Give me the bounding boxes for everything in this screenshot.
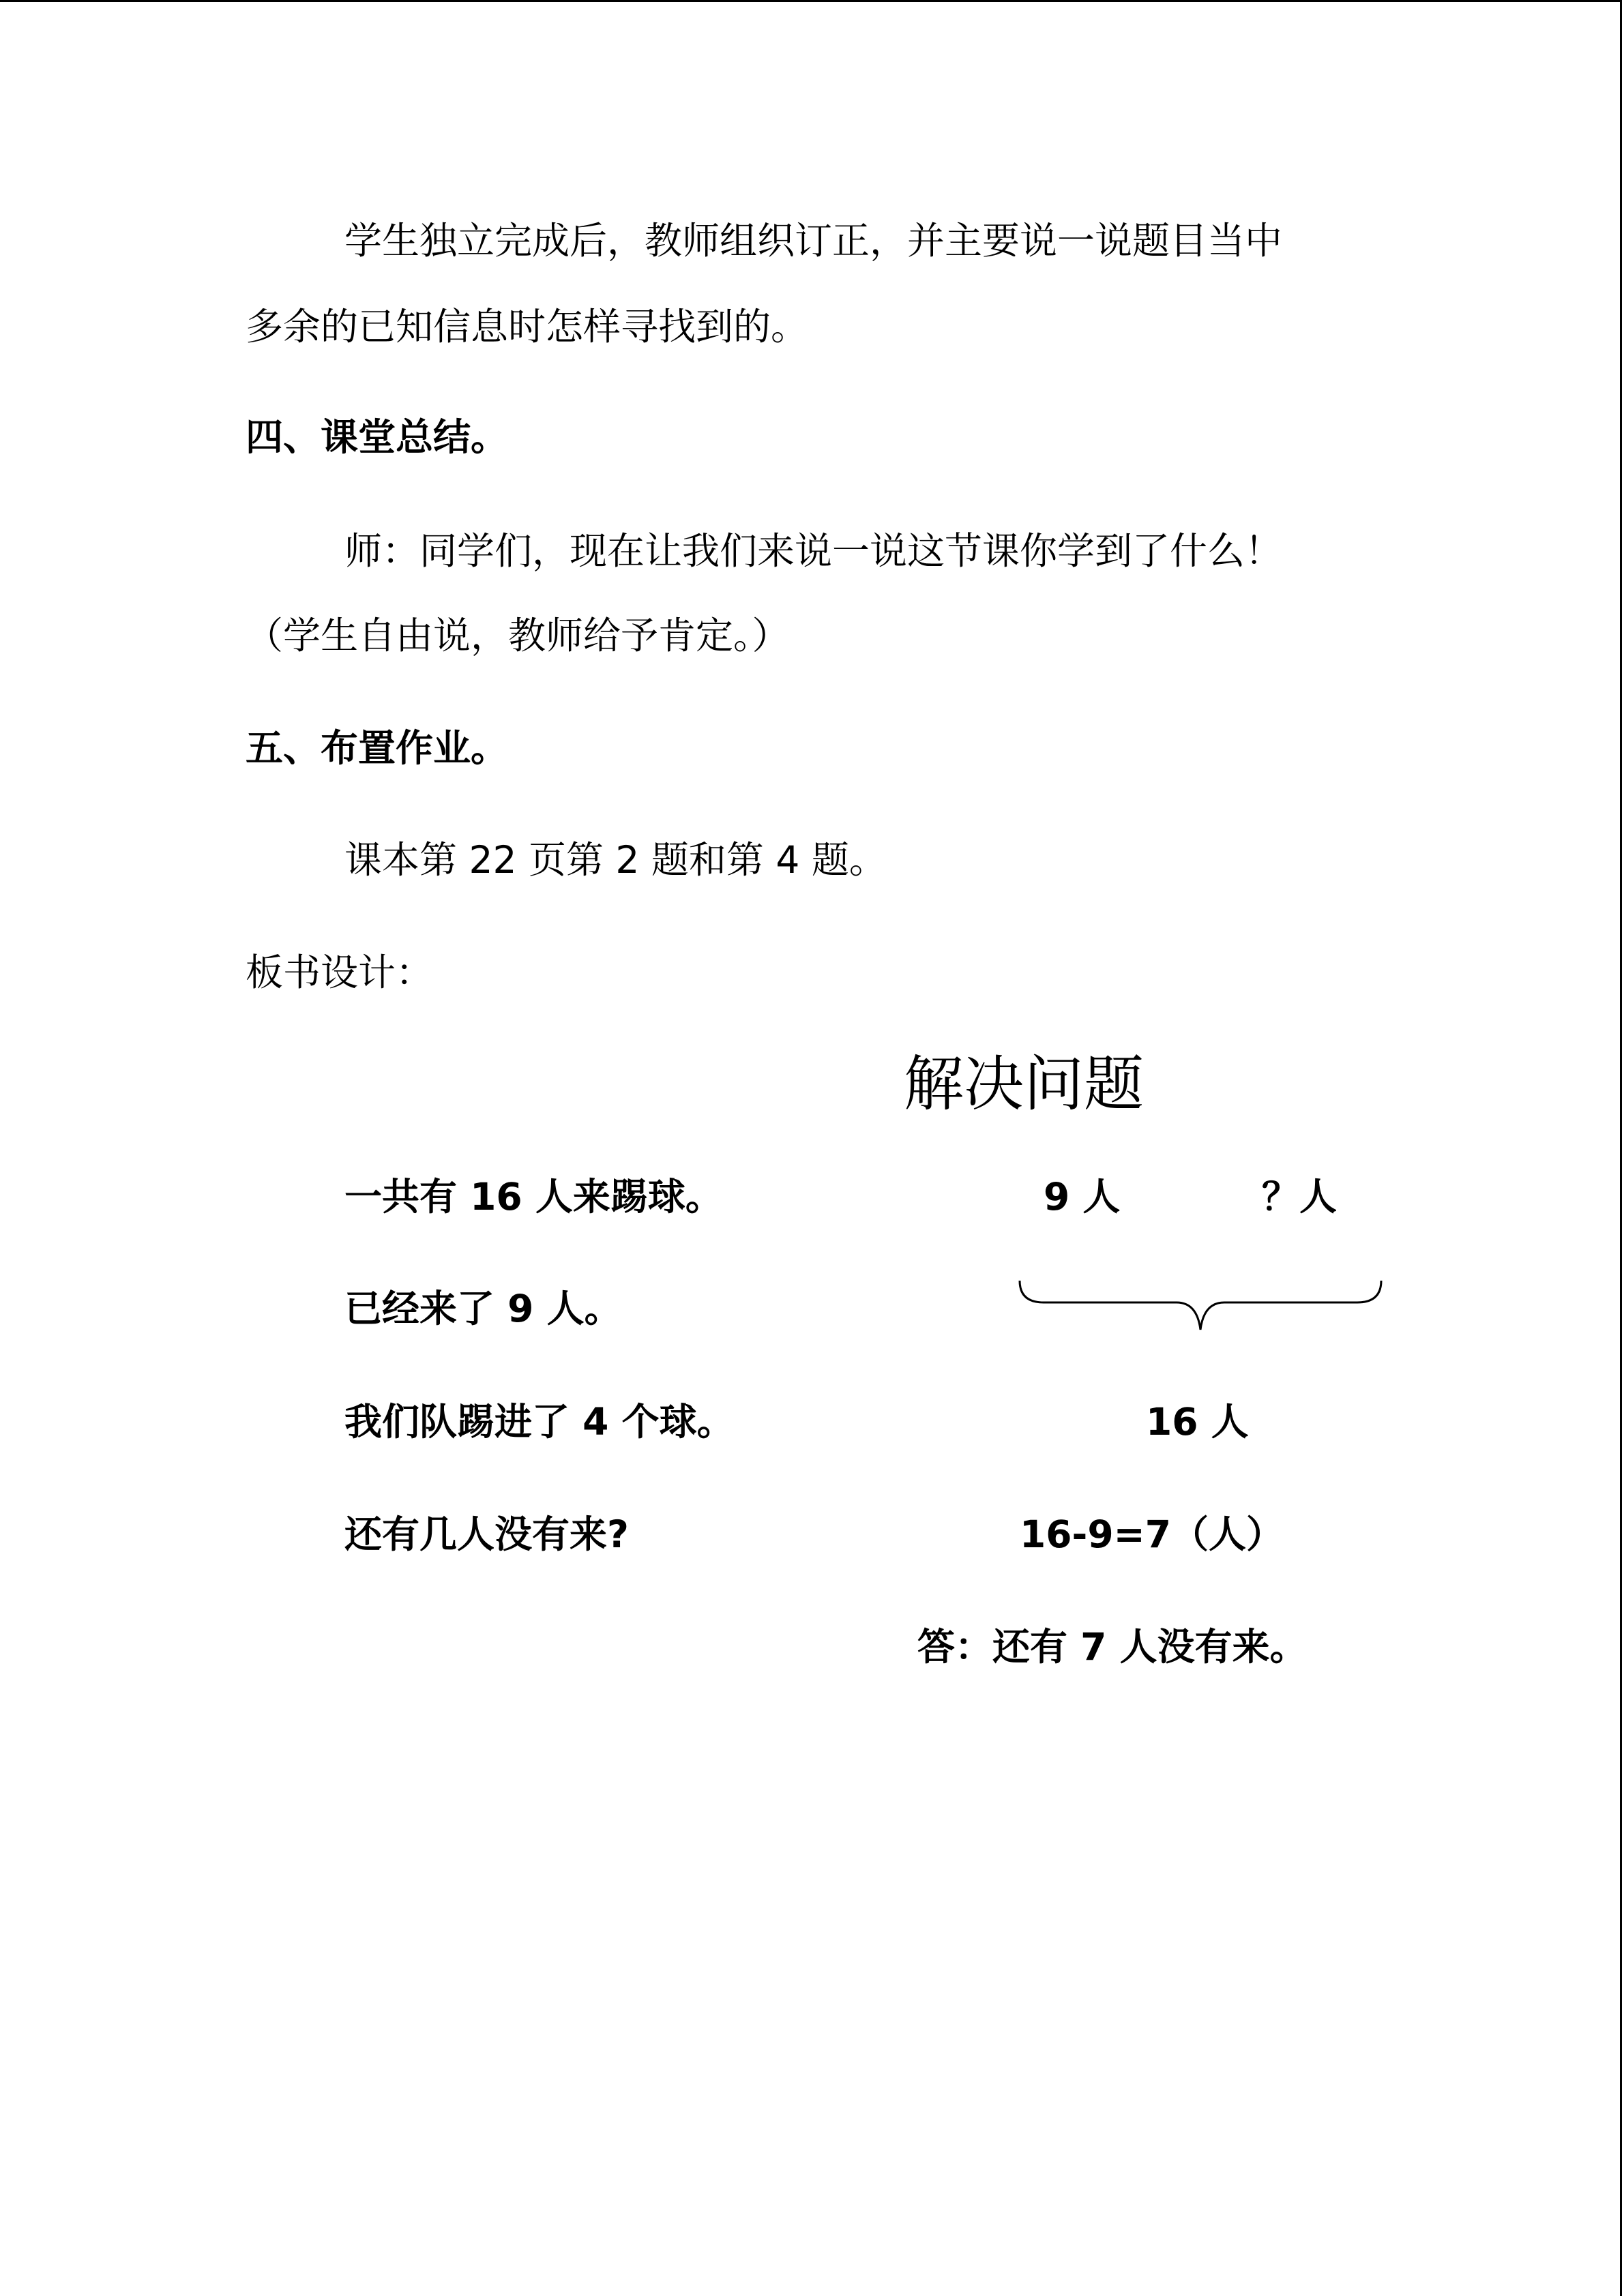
heading-class-summary: 四、课堂总结。 [246,415,509,459]
paragraph-teacher-line2: （学生自由说，教师给予肯定。） [246,614,790,657]
diagram-known-part: 9 人 [1044,1175,1121,1219]
paragraph-teacher-line1: 师：同学们，现在让我们来说一说这节课你学到了什么！ [344,529,1283,573]
board-left-line-3: 我们队踢进了 4 个球。 [344,1400,735,1444]
paragraph-correction-line1: 学生独立完成后，教师组织订正，并主要说一说题目当中 [344,219,1283,263]
board-left-line-2: 已经来了 9 人。 [344,1287,622,1330]
brace-icon [1016,1275,1385,1337]
board-title: 解决问题 [904,1049,1145,1119]
board-answer: 答：还有 7 人没有来。 [917,1625,1308,1669]
paragraph-correction-line2: 多余的已知信息时怎样寻找到的。 [246,305,809,348]
board-equation: 16-9=7（人） [1020,1512,1284,1556]
board-design-label: 板书设计： [246,951,434,994]
diagram-total: 16 人 [1146,1400,1249,1444]
paragraph-homework: 课本第 22 页第 2 题和第 4 题。 [344,838,887,882]
heading-homework: 五、布置作业。 [246,726,509,770]
board-left-line-1: 一共有 16 人来踢球。 [344,1175,723,1219]
board-left-line-4: 还有几人没有来? [344,1512,629,1556]
diagram-unknown-part: ？人 [1262,1175,1338,1219]
